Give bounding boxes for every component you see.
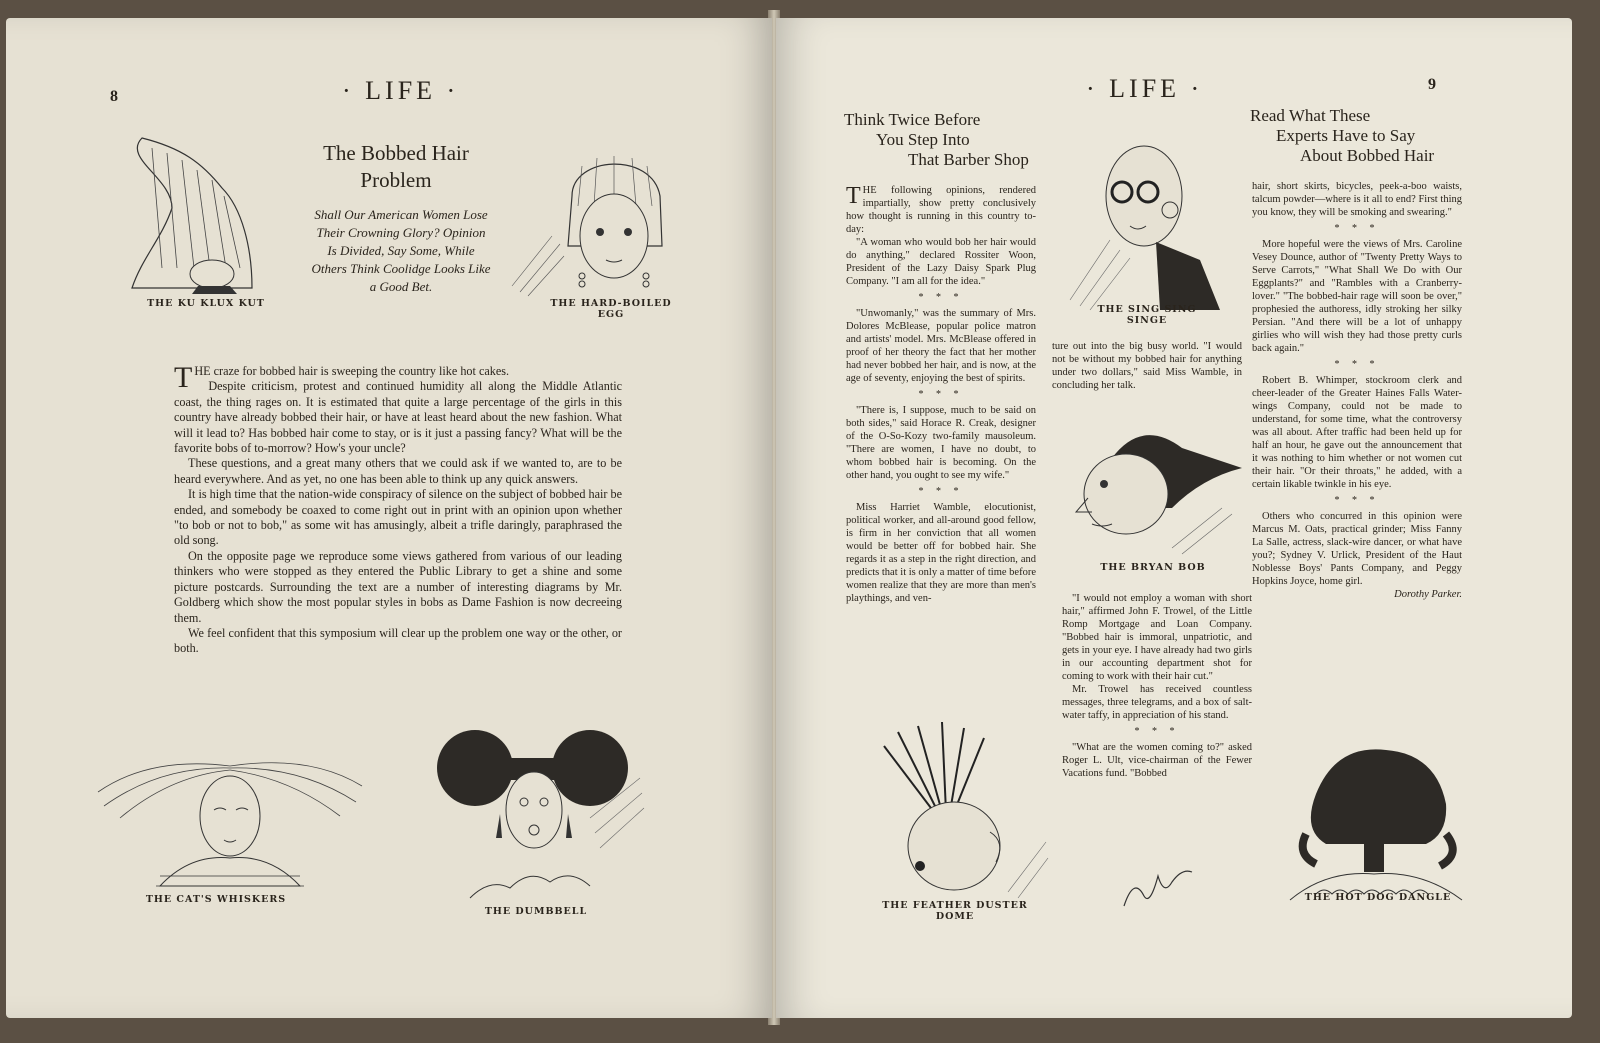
- headline-left-line-2: You Step Into: [876, 130, 970, 149]
- body-paragraph-6: We feel confident that this symposium will clear up the problem one way or the other, or both.: [174, 625, 622, 656]
- separator-stars: * * *: [918, 486, 964, 497]
- col2-paragraph-3: Mr. Trowel has received countless messages, three telegrams, and a box of salt-water taffy, in appreciation of his stand.: [1062, 684, 1252, 721]
- separator-stars: * * *: [918, 292, 964, 303]
- body-paragraph-2: Despite criticism, protest and continued humidity all along the Middle Atlantic coast, the thing rages on. It is estimated that quite a large percentage of the girls in this country have already bobbed their hair, or have at least heard about the new fashion. What will it lead to? Has bobbed hair come to stay, or is it just a passing fancy? What will be the favorite bobs of to-morrow? How's your uncle?: [174, 379, 622, 456]
- separator-stars: * * *: [1334, 223, 1380, 234]
- author-signature: Dorothy Parker.: [1394, 589, 1462, 600]
- dumbbell-illustration: [430, 718, 650, 908]
- headline-right-line-2: Experts Have to Say: [1276, 126, 1416, 145]
- headline-left-line-1: Think Twice Before: [844, 110, 981, 129]
- caption-sing-sing-singe: THE SING SING SINGE: [1097, 304, 1197, 326]
- separator-stars: * * *: [1334, 495, 1380, 506]
- col1-paragraph-4: "There is, I suppose, much to be said on both sides," said Horace R. Creak, designer of the O-So-Kozy two-family mausoleum. "There are women, I have no doubt, to whom bobbed hair is becoming. On the other hand, you ought to see my wife.": [846, 405, 1036, 481]
- cats-whiskers-illustration: [90, 736, 370, 896]
- page-number-right: 9: [1428, 76, 1436, 93]
- col1-paragraph-3: "Unwomanly," was the summary of Mrs. Dolores McBlease, popular police matron and artists' model. Mrs. McBlease offered in proof of her theory the fact that her mother had never bobbed her hair, and is now, at the age of seventy, enjoying the best of spirits.: [846, 308, 1036, 384]
- headline-left-line-3: That Barber Shop: [908, 150, 1029, 169]
- caption-hard-boiled-egg: THE HARD-BOILED EGG: [550, 298, 672, 320]
- column-1: [846, 184, 1036, 605]
- body-paragraph-1: THE craze for bobbed hair is sweeping the country like hot cakes.: [174, 361, 510, 394]
- body-paragraph-3: These questions, and a great many others that we could ask if we wanted to, are to be heard everywhere. And as yet, no one has been able to think up any quick answers.: [174, 456, 622, 486]
- col3-paragraph-1: hair, short skirts, bicycles, peek-a-boo waists, talcum powder—where is it all to end? First thing you know, they will be smoking and swearing.": [1252, 181, 1462, 218]
- column-3: [1252, 180, 1462, 601]
- col2-paragraph-1: ture out into the big busy world. "I would not be without my bobbed hair for anything under two dollars," said Miss Wamble, in concluding her talk.: [1052, 341, 1242, 391]
- separator-stars: * * *: [1334, 359, 1380, 370]
- col1-paragraph-5: Miss Harriet Wamble, elocutionist, political worker, and all-around good fellow, is firm in her conviction that all women would be better off for bobbed hair. She regards it as a step in the right direction, and predicts that it is only a matter of time before women realize that they are more than men's playthings, and ven-: [846, 502, 1036, 604]
- headline-right-line-3: About Bobbed Hair: [1300, 146, 1435, 165]
- column-2-bottom: [1062, 592, 1252, 780]
- column-2-top: [1052, 340, 1242, 392]
- bryan-bob-illustration: [1052, 408, 1262, 558]
- feather-duster-dome-illustration: [858, 722, 1048, 902]
- caption-feather-duster-dome: THE FEATHER DUSTER DOME: [882, 900, 1028, 922]
- caption-dumbbell: THE DUMBBELL: [484, 906, 588, 917]
- col1-paragraph-1: THE following opinions, rendered impartially, show pretty conclusively how thought is running in this country to-day:: [846, 183, 1036, 235]
- hot-dog-dangle-illustration: [1276, 734, 1472, 904]
- col3-paragraph-4: Others who concurred in this opinion were Marcus M. Oats, practical grinder; Miss Fanny La Salle, actress, slack-wire dancer, or what have you?; Sydney V. Urlick, President of the Haut Noblesse Boys' Pants Company, and Peggy Hopkins Joyce, home girl.: [1252, 511, 1462, 587]
- article-subtitle: Shall Our American Women Lose Their Crowning Glory? Opinion Is Divided, Say Some, While Others Think Coolidge Looks Like a Good Bet.: [311, 207, 491, 294]
- col2-paragraph-4: "What are the women coming to?" asked Roger L. Ult, vice-chairman of the Fewer Vacations fund. "Bobbed: [1062, 742, 1252, 779]
- sing-sing-singe-illustration: [1060, 130, 1260, 310]
- separator-stars: * * *: [918, 389, 964, 400]
- masthead-right: · LIFE ·: [1086, 74, 1204, 103]
- col3-paragraph-3: Robert B. Whimper, stockroom clerk and cheer-leader of the Greater Haines Falls Water-wings Company, could not be made to understand, for some time, what the controversy was all about. After traffic had been held up for half an hour, he gave out the announcement that it was nothing to him whether or not women cut their hair. "Or their throats," he added, with a certain likable twinkle in his eye.: [1252, 375, 1462, 490]
- caption-cats-whiskers: THE CAT'S WHISKERS: [145, 894, 287, 905]
- hard-boiled-egg-illustration: [502, 136, 688, 300]
- col3-paragraph-2: More hopeful were the views of Mrs. Caroline Vesey Dounce, author of "Twenty Pretty Ways to Serve Carrots," "What Shall We Do with Our Eggplants?" and "Rambles with a Cranberry-lover." "The bobbed-hair rage will soon be over," prophesied the authoress, idly stroking her silky Persian. "And there will be a lot of unhappy girlies who will wish they had those pretty curls back again.": [1252, 239, 1462, 354]
- headline-right-line-1: Read What These: [1250, 106, 1371, 125]
- artist-signature-mark: [1120, 866, 1200, 916]
- col1-paragraph-2: "A woman who would bob her hair would do anything," declared Rossiter Woon, President of the Lazy Daisy Spark Plug Company. "I am all for the idea.": [846, 237, 1036, 287]
- page-number-left: 8: [110, 88, 118, 105]
- caption-ku-klux-kut: THE KU KLUX KUT: [147, 298, 265, 309]
- article-body: [174, 361, 622, 657]
- right-page: [776, 18, 1572, 1018]
- body-paragraph-4: It is high time that the nation-wide conspiracy of silence on the subject of bobbed hair be ended, and somebody be coaxed to come right out in print with an opinion upon whether "to bob or not to bob," as some wit has amusingly, albeit a trifle daringly, paraphrased the old song.: [174, 487, 622, 548]
- ku-klux-kut-illustration: [102, 118, 272, 298]
- article-title: The Bobbed Hair Problem: [323, 141, 469, 192]
- col2-paragraph-2: "I would not employ a woman with short hair," affirmed John F. Trowel, of the Little Romp Mortgage and Loan Company. "Bobbed hair is immoral, unpatriotic, and gets in your eye. I have already had two girls in our accounting department shot for coming to work with their hair cut.": [1062, 593, 1252, 682]
- left-page: [6, 18, 772, 1018]
- caption-hot-dog-dangle: THE HOT DOG DANGLE: [1304, 892, 1452, 903]
- caption-bryan-bob: THE BRYAN BOB: [1100, 562, 1206, 573]
- body-paragraph-5: On the opposite page we reproduce some views gathered from various of our leading thinkers who were stopped as they entered the Public Library to get a shine and some picture postcards. Surrounding the text are a number of interesting diagrams by Mr. Goldberg which show the most popular styles in bobs as Dame Fashion is now decreeing them.: [174, 548, 622, 625]
- masthead-left: · LIFE ·: [342, 76, 460, 105]
- separator-stars: * * *: [1134, 726, 1180, 737]
- drop-cap: T: [174, 361, 193, 394]
